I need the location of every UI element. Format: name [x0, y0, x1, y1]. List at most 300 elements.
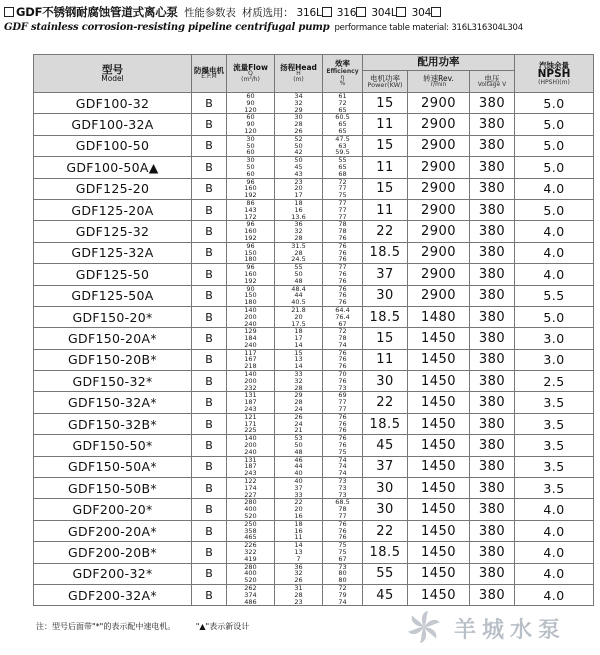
- eff-value: 67: [338, 554, 347, 563]
- flow-value: 187: [244, 398, 257, 407]
- head-value: 32: [294, 227, 303, 236]
- eff-value: 73: [338, 563, 347, 571]
- flow-value: 131: [244, 391, 257, 400]
- head-cell: [275, 178, 323, 199]
- head-value: 17.5: [291, 319, 306, 328]
- head-value: 21: [294, 426, 303, 435]
- head-value: 23: [294, 597, 303, 606]
- flow-value: 322: [244, 548, 257, 556]
- eff-value: 76: [338, 269, 347, 278]
- head-value: 23: [294, 178, 303, 186]
- flow-value: 140: [244, 434, 257, 443]
- flow-cell: [227, 242, 275, 263]
- epm-cell: B: [192, 178, 227, 199]
- head-value: 16: [294, 512, 303, 521]
- eff-value: 80: [338, 576, 347, 585]
- eff-cell: [323, 285, 363, 306]
- flow-cell: [227, 157, 275, 178]
- eff-cell: [323, 499, 363, 520]
- flow-cell: [227, 114, 275, 135]
- table-row: [34, 221, 594, 242]
- head-value: 24: [294, 419, 303, 428]
- head-cell: [275, 221, 323, 242]
- power-cell: 45: [363, 584, 408, 605]
- table-row: [34, 542, 594, 563]
- speed-cell: 2900: [408, 199, 470, 220]
- flow-value: 180: [244, 255, 257, 264]
- epm-cell: B: [192, 456, 227, 477]
- flow-value: 358: [244, 526, 257, 535]
- speed-cell: 1450: [408, 520, 470, 541]
- eff-cell: [323, 328, 363, 349]
- flow-value: 180: [244, 298, 257, 307]
- eff-value: 76: [338, 285, 347, 293]
- flow-value: 240: [244, 447, 257, 456]
- eff-value: 47.5: [335, 135, 350, 143]
- flow-value: 131: [244, 456, 257, 464]
- head-cell: [275, 520, 323, 541]
- eff-value: 59.5: [335, 148, 350, 157]
- flow-value: 174: [244, 483, 257, 492]
- epm-cell: B: [192, 520, 227, 541]
- speed-cell: 1450: [408, 499, 470, 520]
- model-cell: GDF200-32A*: [34, 584, 192, 605]
- eff-value: 76: [338, 291, 347, 300]
- flow-value: 400: [244, 569, 257, 578]
- eff-value: 64.4: [335, 306, 350, 314]
- epm-cell: B: [192, 478, 227, 499]
- model-cell: GDF200-20A*: [34, 520, 192, 541]
- eff-cell: [323, 242, 363, 263]
- head-value: 28: [294, 383, 303, 392]
- model-cell: GDF100-32A: [34, 114, 192, 135]
- eff-value: 76: [338, 533, 347, 542]
- material-options-en: 316L316304L304: [451, 23, 523, 33]
- flow-value: 262: [244, 584, 257, 592]
- flow-value: 60: [246, 148, 255, 157]
- table-body: [34, 93, 594, 606]
- flow-value: 520: [244, 512, 257, 521]
- npsh-cell: 5.0: [515, 93, 594, 114]
- table-row: [34, 392, 594, 413]
- flow-value: 400: [244, 505, 257, 514]
- eff-value: 65: [338, 120, 347, 129]
- head-cell: [275, 306, 323, 327]
- eff-cell: [323, 178, 363, 199]
- flow-value: 30: [246, 135, 255, 143]
- eff-value: 75: [338, 447, 347, 456]
- head-value: 28: [294, 398, 303, 407]
- flow-value: 243: [244, 405, 257, 414]
- header-npsh: 汽蚀余量 NPSH (HPSH)(m): [515, 55, 594, 93]
- voltage-cell: 380: [470, 242, 515, 263]
- head-value: 32: [294, 376, 303, 385]
- material-options-cn: 316L 316 304L 304: [293, 7, 443, 19]
- eff-value: 65: [338, 105, 347, 114]
- voltage-cell: 380: [470, 328, 515, 349]
- power-cell: 37: [363, 456, 408, 477]
- eff-value: 76: [338, 355, 347, 364]
- flow-value: 50: [246, 162, 255, 171]
- head-value: 40.5: [291, 298, 306, 307]
- flow-value: 140: [244, 370, 257, 379]
- eff-value: 76.4: [335, 312, 350, 321]
- eff-value: 73: [338, 477, 347, 486]
- table-row: [34, 349, 594, 370]
- head-value: 17: [294, 334, 303, 343]
- header-efficiency: 效率Efficiency η %: [323, 55, 363, 93]
- head-value: 34: [294, 92, 303, 100]
- head-value: 32: [294, 98, 303, 107]
- epm-cell: B: [192, 93, 227, 114]
- head-cell: [275, 584, 323, 605]
- eff-value: 68.5: [335, 498, 350, 507]
- eff-value: 63: [338, 141, 347, 150]
- head-value: 13: [294, 355, 303, 364]
- head-cell: [275, 199, 323, 220]
- flow-value: 30: [246, 156, 255, 165]
- epm-cell: B: [192, 563, 227, 584]
- head-value: 13.6: [291, 212, 306, 221]
- power-cell: 15: [363, 93, 408, 114]
- flow-value: 227: [244, 490, 257, 499]
- npsh-cell: 3.0: [515, 349, 594, 370]
- model-cell: GDF150-20A*: [34, 328, 192, 349]
- power-cell: 15: [363, 135, 408, 156]
- flow-cell: [227, 328, 275, 349]
- epm-cell: B: [192, 221, 227, 242]
- eff-cell: [323, 478, 363, 499]
- head-value: 14: [294, 340, 303, 349]
- speed-cell: 2900: [408, 285, 470, 306]
- npsh-cell: 4.0: [515, 584, 594, 605]
- model-cell: GDF125-32: [34, 221, 192, 242]
- flow-value: 226: [244, 541, 257, 550]
- title-en: [4, 22, 596, 33]
- voltage-cell: 380: [470, 584, 515, 605]
- npsh-cell: 3.5: [515, 392, 594, 413]
- speed-cell: 2900: [408, 114, 470, 135]
- eff-value: 76: [338, 349, 347, 357]
- flow-cell: [227, 371, 275, 392]
- flow-value: 250: [244, 520, 257, 528]
- head-value: 24: [294, 405, 303, 414]
- head-value: 50: [294, 269, 303, 278]
- flow-value: 160: [244, 227, 257, 236]
- eff-value: 76: [338, 376, 347, 385]
- flow-value: 140: [244, 306, 257, 314]
- eff-cell: [323, 221, 363, 242]
- header-voltage: 电压 Voltage V: [470, 71, 515, 93]
- flow-value: 520: [244, 576, 257, 585]
- head-value: 16: [294, 526, 303, 535]
- table-row: [34, 478, 594, 499]
- flow-value: 240: [244, 340, 257, 349]
- voltage-cell: 380: [470, 199, 515, 220]
- head-value: 31: [294, 584, 303, 592]
- voltage-cell: 380: [470, 456, 515, 477]
- flow-value: 486: [244, 597, 257, 606]
- head-value: 14: [294, 362, 303, 371]
- eff-value: 78: [338, 227, 347, 236]
- head-value: 24.5: [291, 255, 306, 264]
- speed-cell: 1450: [408, 584, 470, 605]
- head-value: 32: [294, 569, 303, 578]
- head-cell: [275, 435, 323, 456]
- eff-cell: [323, 435, 363, 456]
- speed-cell: 2900: [408, 93, 470, 114]
- table-row: [34, 563, 594, 584]
- head-value: 55: [294, 263, 303, 272]
- voltage-cell: 380: [470, 435, 515, 456]
- power-cell: 30: [363, 499, 408, 520]
- flow-value: 167: [244, 355, 257, 364]
- npsh-cell: 4.0: [515, 264, 594, 285]
- flow-cell: [227, 542, 275, 563]
- head-value: 26: [294, 126, 303, 135]
- model-cell: GDF200-20*: [34, 499, 192, 520]
- flow-value: 96: [246, 263, 255, 272]
- npsh-cell: 3.5: [515, 435, 594, 456]
- flow-value: 419: [244, 554, 257, 563]
- brand-logo: [402, 605, 592, 647]
- head-value: 33: [294, 370, 303, 379]
- table-row: [34, 499, 594, 520]
- eff-value: 77: [338, 398, 347, 407]
- head-value: 28: [294, 248, 303, 257]
- power-cell: 18.5: [363, 413, 408, 434]
- power-cell: 30: [363, 371, 408, 392]
- power-cell: 11: [363, 114, 408, 135]
- power-cell: 15: [363, 178, 408, 199]
- epm-cell: B: [192, 242, 227, 263]
- model-cell: GDF200-20B*: [34, 542, 192, 563]
- table-row: [34, 199, 594, 220]
- voltage-cell: 380: [470, 499, 515, 520]
- head-value: 48: [294, 447, 303, 456]
- voltage-cell: 380: [470, 306, 515, 327]
- flow-cell: [227, 478, 275, 499]
- flow-cell: [227, 520, 275, 541]
- eff-cell: [323, 563, 363, 584]
- speed-cell: 2900: [408, 264, 470, 285]
- flow-cell: [227, 221, 275, 242]
- speed-cell: 1450: [408, 349, 470, 370]
- flow-value: 192: [244, 276, 257, 285]
- npsh-cell: 5.0: [515, 157, 594, 178]
- speed-cell: 1450: [408, 456, 470, 477]
- model-cell: GDF200-32*: [34, 563, 192, 584]
- voltage-cell: 380: [470, 478, 515, 499]
- epm-cell: B: [192, 264, 227, 285]
- head-value: 29: [294, 391, 303, 400]
- epm-cell: B: [192, 328, 227, 349]
- eff-value: 75: [338, 541, 347, 550]
- voltage-cell: 380: [470, 285, 515, 306]
- eff-value: 75: [338, 548, 347, 556]
- eff-value: 61: [338, 92, 347, 100]
- flow-value: 86: [246, 199, 255, 207]
- model-cell: GDF125-50A: [34, 285, 192, 306]
- head-value: 44: [294, 291, 303, 300]
- product-name-cn: GDF不锈钢耐腐蚀管道式离心泵: [16, 5, 178, 19]
- eff-value: 76: [338, 413, 347, 421]
- npsh-cell: 2.5: [515, 371, 594, 392]
- head-value: 53: [294, 434, 303, 443]
- npsh-cell: 4.0: [515, 542, 594, 563]
- eff-value: 68: [338, 169, 347, 178]
- head-cell: [275, 93, 323, 114]
- eff-value: 76: [338, 362, 347, 371]
- flow-value: 187: [244, 462, 257, 471]
- epm-cell: B: [192, 114, 227, 135]
- head-value: 14: [294, 541, 303, 550]
- speed-cell: 1450: [408, 542, 470, 563]
- head-value: 20: [294, 184, 303, 193]
- eff-value: 73: [338, 490, 347, 499]
- npsh-cell: 3.5: [515, 478, 594, 499]
- pinwheel-logo-icon: [402, 609, 446, 645]
- flow-value: 240: [244, 319, 257, 328]
- speed-cell: 1450: [408, 392, 470, 413]
- npsh-cell: 4.0: [515, 178, 594, 199]
- flow-value: 184: [244, 334, 257, 343]
- power-cell: 30: [363, 285, 408, 306]
- head-value: 50: [294, 156, 303, 165]
- head-value: 17: [294, 191, 303, 200]
- eff-value: 65: [338, 126, 347, 135]
- flow-cell: [227, 135, 275, 156]
- eff-value: 76: [338, 441, 347, 450]
- head-value: 40: [294, 469, 303, 478]
- head-value: 52: [294, 135, 303, 143]
- model-cell: GDF100-50A▲: [34, 157, 192, 178]
- flow-cell: [227, 285, 275, 306]
- eff-value: 76: [338, 298, 347, 307]
- power-cell: 30: [363, 478, 408, 499]
- npsh-cell: 5.0: [515, 114, 594, 135]
- table-row: [34, 178, 594, 199]
- voltage-cell: 380: [470, 392, 515, 413]
- head-value: 36: [294, 563, 303, 571]
- eff-value: 74: [338, 597, 347, 606]
- model-cell: GDF125-32A: [34, 242, 192, 263]
- power-cell: 11: [363, 157, 408, 178]
- head-value: 42: [294, 148, 303, 157]
- eff-cell: [323, 264, 363, 285]
- voltage-cell: 380: [470, 178, 515, 199]
- voltage-cell: 380: [470, 93, 515, 114]
- flow-value: 117: [244, 349, 257, 357]
- eff-value: 72: [338, 98, 347, 107]
- head-value: 31.5: [291, 242, 306, 250]
- model-cell: GDF100-32: [34, 93, 192, 114]
- eff-cell: [323, 542, 363, 563]
- head-value: 16: [294, 205, 303, 214]
- voltage-cell: 380: [470, 413, 515, 434]
- table-row: [34, 520, 594, 541]
- head-cell: [275, 499, 323, 520]
- table-header: [34, 55, 594, 93]
- head-value: 13: [294, 548, 303, 556]
- npsh-cell: 4.0: [515, 221, 594, 242]
- epm-cell: B: [192, 584, 227, 605]
- eff-cell: [323, 157, 363, 178]
- head-value: 50: [294, 141, 303, 150]
- epm-cell: B: [192, 157, 227, 178]
- epm-cell: B: [192, 135, 227, 156]
- flow-value: 96: [246, 220, 255, 229]
- power-cell: 55: [363, 563, 408, 584]
- header-power-group: 配用功率: [363, 55, 515, 71]
- epm-cell: B: [192, 392, 227, 413]
- flow-value: 60: [246, 169, 255, 178]
- epm-cell: B: [192, 306, 227, 327]
- flow-value: 160: [244, 184, 257, 193]
- npsh-cell: 3.0: [515, 328, 594, 349]
- eff-cell: [323, 520, 363, 541]
- eff-value: 77: [338, 263, 347, 272]
- head-value: 11: [294, 533, 303, 542]
- npsh-cell: 4.0: [515, 520, 594, 541]
- head-value: 48.4: [291, 285, 306, 293]
- head-cell: [275, 135, 323, 156]
- eff-value: 76: [338, 255, 347, 264]
- head-cell: [275, 264, 323, 285]
- eff-value: 79: [338, 590, 347, 599]
- eff-cell: [323, 371, 363, 392]
- npsh-cell: 5.0: [515, 199, 594, 220]
- eff-value: 76: [338, 426, 347, 435]
- flow-value: 121: [244, 413, 257, 421]
- flow-cell: [227, 199, 275, 220]
- eff-value: 77: [338, 512, 347, 521]
- npsh-cell: 4.0: [515, 499, 594, 520]
- checkbox-icon: [4, 7, 14, 17]
- epm-cell: B: [192, 371, 227, 392]
- head-value: 44: [294, 462, 303, 471]
- header-power: 电机功率 Power(KW): [363, 71, 408, 93]
- table-row: [34, 114, 594, 135]
- flow-value: 90: [246, 98, 255, 107]
- table-row: [34, 285, 594, 306]
- model-cell: GDF150-50B*: [34, 478, 192, 499]
- head-cell: [275, 349, 323, 370]
- header-head: 扬程Head H (m): [275, 55, 323, 93]
- flow-cell: [227, 499, 275, 520]
- npsh-cell: 5.5: [515, 285, 594, 306]
- head-value: 46: [294, 456, 303, 464]
- eff-value: 72: [338, 327, 347, 336]
- flow-value: 192: [244, 191, 257, 200]
- flow-value: 122: [244, 477, 257, 486]
- table-label-cn: 性能参数表: [184, 7, 236, 19]
- performance-table: [33, 54, 594, 606]
- head-cell: [275, 114, 323, 135]
- epm-cell: B: [192, 413, 227, 434]
- head-value: 36: [294, 220, 303, 229]
- eff-cell: [323, 93, 363, 114]
- flow-value: 60: [246, 113, 255, 122]
- header-speed: 转速Rev. r/min: [408, 71, 470, 93]
- head-value: 30: [294, 113, 303, 122]
- voltage-cell: 380: [470, 114, 515, 135]
- voltage-cell: 380: [470, 563, 515, 584]
- flow-value: 90: [246, 285, 255, 293]
- flow-cell: [227, 178, 275, 199]
- table-row: [34, 306, 594, 327]
- head-value: 20: [294, 312, 303, 321]
